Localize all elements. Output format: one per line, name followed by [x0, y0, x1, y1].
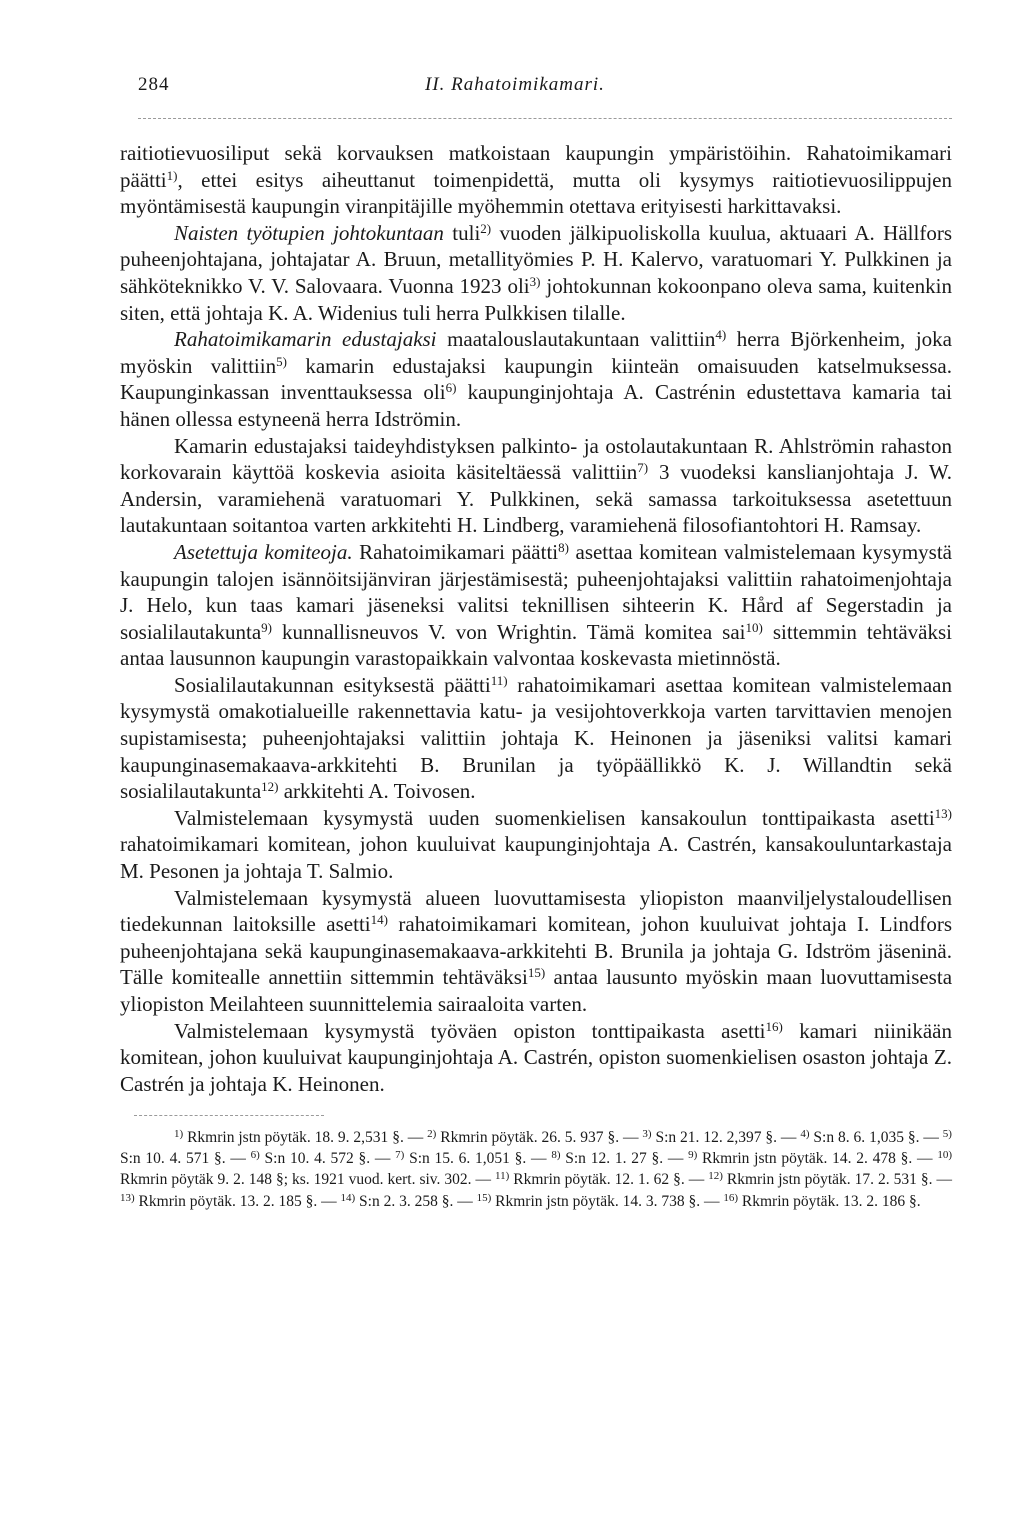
footnote-ref: 9) — [261, 619, 272, 635]
text-run: Sosialilautakunnan esityksestä päätti — [174, 672, 491, 697]
text-run: Rkmrin jstn pöytäk. 14. 2. 478 §. — — [697, 1150, 938, 1168]
text-run: rahatoimikamari asettaa komitean valmistelemaan kysymystä omakotialueille rakennettavia katu- ja vesijohtoverkkoja varten tarvittavien menojen supistamisesta; puheenjohtajaksi valittiin johtaja K. Heinonen ja jäseniksi valitsi kamari kaupunginasemakaava-arkkitehti B. Brunilan ja työpäällikkö K. J. Willandtin sekä sosialilautakunta — [120, 672, 952, 804]
text-run: 3 vuodeksi kanslianjohtaja J. W. Andersin, varamiehenä varatuomari Y. Pulkkinen, sekä samassa tarkoituksessa asetettuun lautakuntaan soitantoa varten arkkitehti H. Lindberg, varamiehenä filosofiantohtori H. Ramsay. — [120, 460, 952, 538]
text-run: Rkmrin pöytäk. 13. 2. 185 §. — — [134, 1192, 341, 1210]
footnote-ref: 4) — [715, 327, 727, 343]
text-run: S:n 8. 6. 1,035 §. — — [809, 1129, 943, 1146]
footnote-ref: 12) — [261, 779, 279, 795]
text-run: kamarin edustajaksi kaupungin kiinteän omaisuuden katselmuksessa. Kaupunginkassan inventtauksessa oli — [120, 353, 952, 405]
footnote-ref: 7) — [637, 460, 649, 476]
text-run: vuoden jälkipuoliskolla kuulua, aktuaari A. Hällfors puheenjohtajana, johtajatar A. Bruun, metallityömies P. H. Kalervo, varatuomari Y. Pulkkinen ja sähköteknikko V. V. Salovaara. Vuonna 1923 oli — [120, 220, 952, 298]
text-run: S:n 21. 12. 2,397 §. — — [651, 1129, 801, 1146]
paragraph — [120, 885, 952, 1018]
footnote-ref: 16) — [765, 1018, 783, 1034]
paragraph — [120, 326, 952, 432]
text-run: S:n 2. 3. 258 §. — — [355, 1192, 477, 1210]
footnote-ref: 14) — [370, 912, 388, 928]
text-run: sittemmin tehtäväksi antaa lausunnon kaupungin varastopaikkain valvontaa koskevasta mietinnöstä. — [120, 619, 952, 671]
text-run: S:n 10. 4. 571 §. — — [120, 1150, 251, 1168]
footnote-ref: 2) — [427, 1128, 437, 1140]
footnote-ref: 16) — [723, 1191, 739, 1204]
text-run: Rkmrin jstn pöytäk. 14. 3. 738 §. — — [491, 1192, 724, 1210]
text-run: Kamarin edustajaksi taideyhdistyksen palkinto- ja ostolautakuntaan R. Ahlströmin rahaston korkovarain käyttöä koskevia asioita käsiteltäessä valittiin — [120, 433, 952, 485]
text-run: kaupunginjohtaja A. Castrénin edustettava kamaria tai hänen ollessa estyneenä herra Idströmin. — [120, 380, 952, 431]
text-run: raitiotievuosiliput sekä korvauksen matkoistaan kaupungin ympäristöihin. Rahatoimikamari päätti — [120, 141, 952, 192]
text-run: Rkmrin jstn pöytäk. 18. 9. 2,531 §. — — [183, 1129, 428, 1146]
footnote-ref: 2) — [480, 220, 492, 236]
text-run: tuli — [443, 220, 481, 245]
footnote-ref: 7) — [395, 1149, 405, 1162]
text-run: Rkmrin pöytäk 9. 2. 148 §; ks. 1921 vuod. kert. siv. 302. — — [120, 1171, 496, 1189]
footnote-ref: 6) — [250, 1149, 260, 1162]
text-run: herra Björkenheim, joka myöskin valittiin — [120, 327, 952, 378]
text-run: Rkmrin pöytäk. 26. 5. 937 §. — — [436, 1129, 643, 1146]
footnote-ref: 5) — [942, 1128, 952, 1140]
footnote-ref: 15) — [476, 1191, 492, 1204]
text-run: rahatoimikamari komitean, johon kuuluivat johtaja I. Lindfors puheenjohtajana sekä kaupunginasemakaava-arkkitehti B. Brunila ja johtaja G. Idström jäseninä. Tälle komitealle annettiin sittemmin tehtäväksi — [120, 912, 952, 990]
text-run: Rkmrin pöytäk. 13. 2. 186 §. — [738, 1192, 921, 1210]
paragraph — [120, 672, 952, 805]
text-run: johtokunnan kokoonpano oleva sama, kuitenkin siten, että johtaja K. A. Widenius tuli herra Pulkkisen tilalle. — [120, 273, 952, 325]
footnote-ref: 4) — [800, 1128, 810, 1140]
footnotes — [120, 1127, 952, 1212]
paragraph — [120, 140, 952, 220]
paragraph — [120, 433, 952, 539]
paragraph — [120, 805, 952, 885]
footnote-ref: 11) — [495, 1170, 510, 1183]
text-run: rahatoimikamari komitean, johon kuuluivat kaupunginjohtaja A. Castrén, kansakouluntarkastaja M. Pesonen ja johtaja T. Salmio. — [120, 832, 952, 884]
paragraph — [120, 539, 952, 672]
page-number: 284 — [138, 74, 170, 95]
text-run: kunnallisneuvos V. von Wrightin. Tämä komitea sai — [271, 619, 746, 644]
paragraph — [120, 1018, 952, 1098]
text-run: Valmistelemaan kysymystä työväen opiston tonttipaikasta asetti — [174, 1018, 766, 1043]
text-run: arkkitehti A. Toivosen. — [278, 779, 476, 804]
footnote-ref: 8) — [551, 1149, 561, 1162]
footnote-ref: 13) — [120, 1191, 135, 1204]
footnote-ref: 9) — [688, 1149, 698, 1162]
footnote-ref: 5) — [276, 353, 287, 369]
footnote-ref: 6) — [445, 380, 457, 396]
paragraph — [120, 220, 952, 326]
footnote-ref: 8) — [558, 539, 569, 555]
footnote-ref: 10) — [937, 1149, 952, 1162]
text-run: S:n 15. 6. 1,051 §. — — [404, 1150, 552, 1168]
text-run: Rkmrin pöytäk. 12. 1. 62 §. — — [509, 1171, 709, 1189]
page-header — [138, 74, 952, 104]
footnote-ref: 3) — [529, 273, 541, 289]
footnote-ref: 14) — [340, 1191, 356, 1204]
text-run: S:n 10. 4. 572 §. — — [259, 1150, 396, 1168]
footnote-ref: 10) — [745, 619, 763, 635]
text-run: , ettei esitys aiheuttanut toimenpidettä, mutta oli kysymys raitiotievuosilippujen myöntämisestä kaupungin viranpitäjille myöhemmin otettava erityisesti harkittavaksi. — [120, 167, 952, 219]
footnote-rule — [134, 1115, 324, 1116]
header-rule — [138, 118, 952, 119]
footnote-text — [120, 1127, 952, 1212]
footnote-ref: 11) — [490, 672, 508, 688]
running-title: II. Rahatoimikamari. — [425, 74, 605, 95]
italic-heading: Asetettuja komiteoja. — [174, 539, 353, 564]
italic-heading: Rahatoimikamarin edustajaksi — [174, 327, 437, 352]
text-run: Valmistelemaan kysymystä alueen luovuttamisesta yliopiston maanviljelystaloudellisen tiedekunnan laitoksille asetti — [120, 885, 952, 937]
text-run: antaa lausunto myöskin maan luovuttamisesta yliopiston Meilahteen suunnittelemia sairaaloita varten. — [120, 965, 953, 1016]
footnote-ref: 3) — [642, 1128, 652, 1140]
italic-heading: Naisten työtupien johtokuntaan — [174, 220, 444, 245]
text-run: kamari niinikään komitean, johon kuuluivat kaupunginjohtaja A. Castrén, opiston suomenkielisen osaston johtaja Z. Castrén ja johtaja K. Heinonen. — [120, 1018, 952, 1096]
footnote-ref: 1) — [166, 167, 178, 183]
text-run: S:n 12. 1. 27 §. — — [560, 1150, 689, 1168]
text-run: Valmistelemaan kysymystä uuden suomenkielisen kansakoulun tonttipaikasta asetti — [174, 805, 935, 830]
footnote-ref: 1) — [174, 1128, 184, 1140]
footnote-ref: 15) — [527, 965, 546, 981]
text-run: asettaa komitean valmistelemaan kysymystä kaupungin talojen isännöitsijänviran järjestämisestä; puheenjohtajaksi valittiin rahatoimenjohtaja J. Helo, kun taas kamari jäseneksi valitsi teknillisen sihteerin K. Hård af Segerstadin ja sosialilautakunta — [120, 539, 953, 644]
footnote-ref: 13) — [934, 805, 952, 821]
text-run: Rkmrin jstn pöytäk. 17. 2. 531 §. — — [722, 1171, 952, 1189]
text-run: maatalouslautakuntaan valittiin — [436, 327, 716, 352]
body-text — [120, 140, 952, 1097]
footnote-ref: 12) — [708, 1170, 723, 1183]
text-run: Rahatoimikamari päätti — [352, 539, 559, 564]
